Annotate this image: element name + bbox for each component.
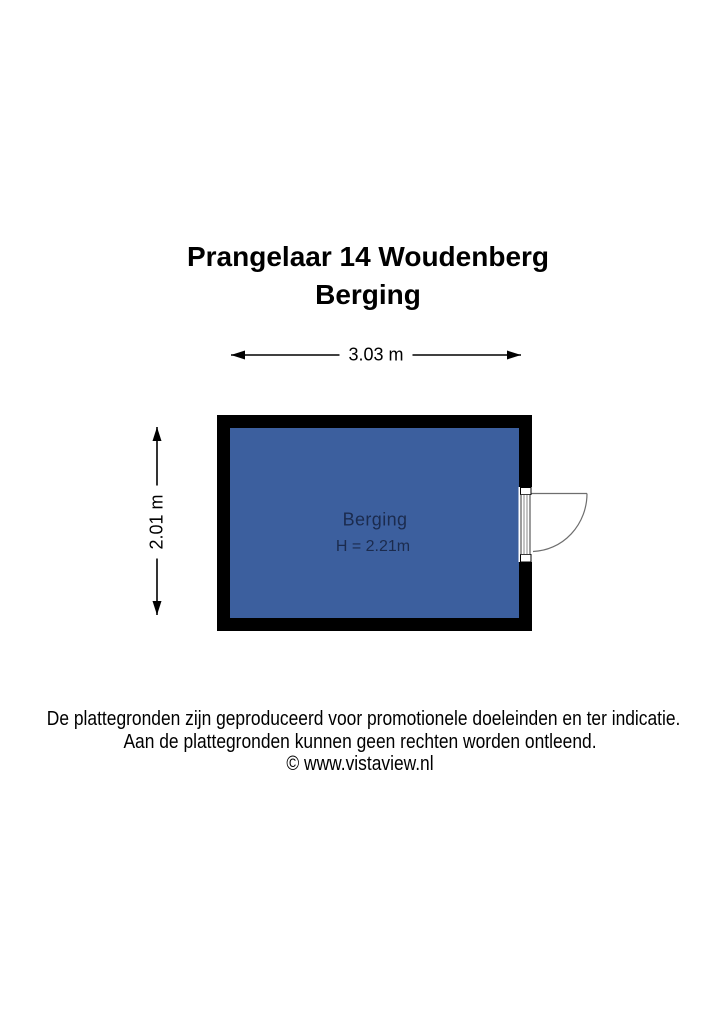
copyright-line: © www.vistaview.nl xyxy=(286,753,434,775)
arrow-right-icon xyxy=(507,351,521,360)
arrow-up-icon xyxy=(153,427,162,441)
door-jamb-bottom xyxy=(521,555,532,563)
disclaimer xyxy=(46,708,681,776)
disclaimer-line-1: De plattegronden zijn geproduceerd voor promotionele doeleinden en ter indicatie. xyxy=(46,708,681,730)
room-name-label: Berging xyxy=(342,509,408,530)
width-dimension-label: 3.03 m xyxy=(339,345,412,366)
door-jamb-top xyxy=(521,488,532,495)
door-frame xyxy=(521,495,530,555)
room-height-label: H = 2.21m xyxy=(335,538,411,555)
arrow-down-icon xyxy=(153,601,162,615)
door-swing-arc xyxy=(533,494,587,552)
door xyxy=(519,487,588,562)
page-title: Prangelaar 14 Woudenberg xyxy=(186,241,550,272)
page-subtitle: Berging xyxy=(315,279,421,310)
arrow-left-icon xyxy=(231,351,245,360)
disclaimer-line-2: Aan de plattegronden kunnen geen rechten worden ontleend. xyxy=(123,730,597,753)
height-dimension-label: 2.01 m xyxy=(147,485,168,558)
